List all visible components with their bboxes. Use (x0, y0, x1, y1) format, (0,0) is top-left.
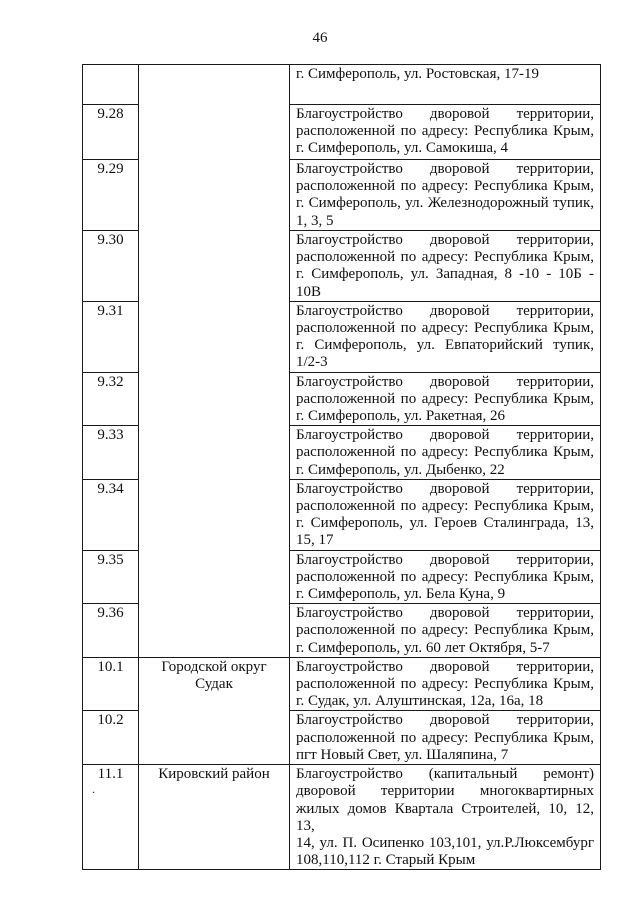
row-number: 9.35 (83, 550, 139, 604)
description-line: расположенной по адресу: Республика Крым, (296, 390, 594, 407)
description-line: Благоустройство дворовой территории, (296, 658, 594, 675)
description-line: расположенной по адресу: Республика Крым, (296, 676, 594, 693)
description-line: расположенной по адресу: Республика Крым, (296, 729, 594, 746)
table-row (83, 657, 601, 711)
row-number: 10.2 (83, 711, 139, 765)
description-line: Благоустройство дворовой территории, (296, 427, 594, 444)
description-line: расположенной по адресу: Республика Крым, (296, 568, 594, 585)
description-line: г. Судак, ул. Алуштинская, 12а, 16а, 18 (296, 693, 544, 710)
description-line: Благоустройство дворовой территории, (296, 302, 594, 319)
project-description (290, 160, 601, 231)
description-line: Благоустройство дворовой территории, (296, 480, 594, 497)
table-row (83, 765, 601, 870)
description-line: расположенной по адресу: Республика Крым, (296, 320, 594, 337)
row-number: 9.28 (83, 105, 139, 160)
row-number: 10.1 (83, 657, 139, 711)
description-line: Благоустройство дворовой территории, (296, 551, 594, 568)
row-number: 9.32 (83, 372, 139, 426)
description-line: Благоустройство дворовой территории, (296, 373, 594, 390)
projects-table (82, 64, 601, 870)
description-line: Благоустройство дворовой территории, (296, 161, 594, 177)
row-number: 9.29 (83, 160, 139, 231)
project-description (290, 657, 601, 711)
project-description (290, 105, 601, 160)
municipality-cell (139, 65, 290, 658)
scan-mark: . (92, 782, 95, 796)
description-line: Благоустройство (капитальный ремонт) (296, 766, 594, 783)
description-line: Благоустройство дворовой территории, (296, 712, 594, 729)
row-number: 9.33 (83, 426, 139, 480)
row-number (83, 65, 139, 105)
project-description (290, 550, 601, 604)
description-line: г. Симферополь, ул. Героев Сталинграда, 13, (296, 515, 594, 532)
row-number: 9.31 (83, 301, 139, 372)
project-description (290, 479, 601, 550)
project-description (290, 65, 601, 105)
description-line: 1/2-3 (296, 354, 328, 371)
description-line: расположенной по адресу: Республика Крым, (296, 249, 594, 266)
project-description (290, 765, 601, 870)
project-description (290, 231, 601, 302)
row-number: 9.36 (83, 604, 139, 658)
municipality-cell: Городской округ Судак (139, 657, 290, 764)
description-line: расположенной по адресу: Республика Крым, (296, 123, 594, 140)
description-line: г. Симферополь, ул. Западная, 8 -10 - 10Б - 10В (296, 266, 594, 300)
description-line: г. Симферополь, ул. Бела Куна, 9 (296, 586, 506, 603)
description-line: пгт Новый Свет, ул. Шаляпина, 7 (296, 746, 509, 763)
description-line: г. Симферополь, ул. Ракетная, 26 (296, 408, 506, 425)
description-line: г. Симферополь, ул. 60 лет Октября, 5-7 (296, 639, 550, 656)
row-number: 11.1 (83, 765, 139, 870)
municipality-cell: Кировский район (139, 765, 290, 870)
project-description (290, 604, 601, 658)
row-number: 9.30 (83, 231, 139, 302)
description-line: 108,110,112 г. Старый Крым (296, 852, 476, 869)
description-line: Благоустройство дворовой территории, (296, 605, 594, 622)
project-description (290, 301, 601, 372)
description-line: расположенной по адресу: Республика Крым, (296, 498, 594, 515)
description-line: г. Симферополь, ул. Дыбенко, 22 (296, 461, 505, 478)
description-line: дворовой территории многоквартирных (296, 783, 594, 800)
description-line: расположенной по адресу: Республика Крым, (296, 178, 594, 195)
project-description (290, 372, 601, 426)
description-line: жилых домов Квартала Строителей, 10, 12, 13, (296, 800, 594, 834)
description-line: г. Симферополь, ул. Ростовская, 17-19 (296, 66, 539, 82)
description-line: 15, 17 (296, 532, 334, 549)
page-number: 46 (312, 30, 328, 46)
description-line: Благоустройство дворовой территории, (296, 106, 594, 122)
project-description (290, 426, 601, 480)
table-row (83, 65, 601, 105)
description-line: 14, ул. П. Осипенко 103,101, ул.Р.Люксембург (296, 834, 594, 851)
description-line: расположенной по адресу: Республика Крым, (296, 444, 594, 461)
description-line: Благоустройство дворовой территории, (296, 232, 594, 248)
row-number: 9.34 (83, 479, 139, 550)
project-description (290, 711, 601, 765)
description-line: г. Симферополь, ул. Самокиша, 4 (296, 140, 509, 157)
description-line: 1, 3, 5 (296, 212, 334, 229)
description-line: расположенной по адресу: Республика Крым, (296, 622, 594, 639)
description-line: г. Симферополь, ул. Евпаторийский тупик, (296, 337, 594, 354)
description-line: г. Симферополь, ул. Железнодорожный тупик, (296, 195, 594, 212)
